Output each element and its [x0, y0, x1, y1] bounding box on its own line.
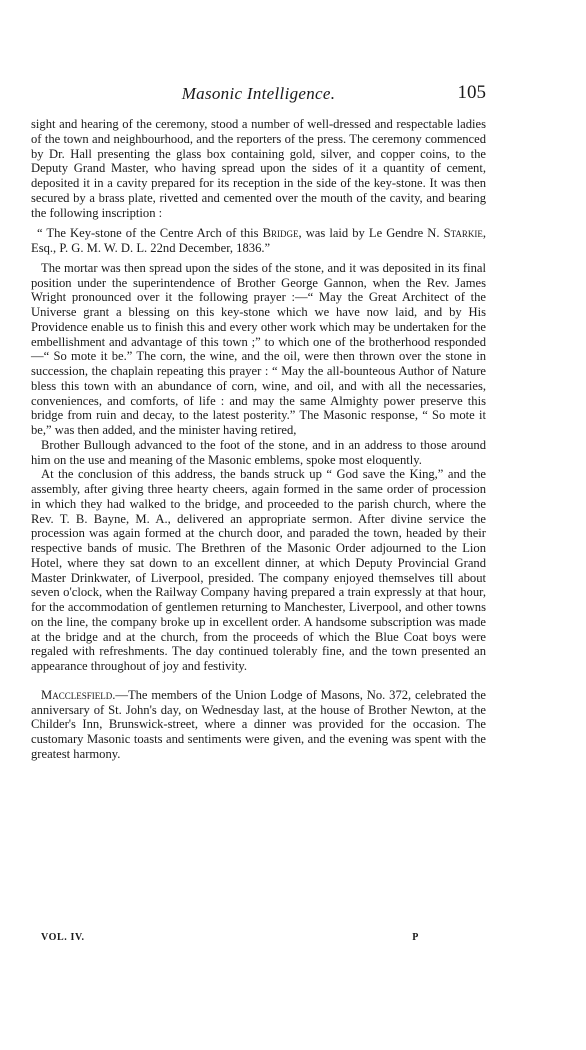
- paragraph-inscription: [31, 226, 486, 256]
- inscription-starkie: Starkie: [443, 226, 483, 241]
- signature-mark: P: [412, 932, 419, 943]
- paragraph-macclesfield: [31, 688, 486, 762]
- paragraph-procession: At the conclusion of this address, the bands struck up “ God save the King,” and the assembly, after giving three hearty cheers, again formed in the same order of procession in which they had walked to the bridge, and proceeded to the parish church, where the Rev. T. B. Bayne, M. A., delivered an appropriate sermon. After divine service the procession was again formed at the church door, and paraded the town, headed by their respective bands of music. The Brethren of the Masonic Order adjourned to the Lion Hotel, where they sat down to an excellent dinner, at which Deputy Provincial Grand Master Drinkwater, of Liverpool, presided. The company enjoyed themselves till about seven o'clock, when the Railway Company having prepared a train expressly at that hour, for the accommodation of gentlemen returning to Manchester, Liverpool, and other towns on the line, the company broke up in excellent order. A handsome subscription was made at the bridge and at the church, from the proceeds of which the Blue Coat boys were regaled with refreshments. The day continued tolerably fine, and the town presented an appearance throughout of joy and festivity.: [31, 467, 486, 673]
- paragraph-address: Brother Bullough advanced to the foot of the stone, and in an address to those around him on the use and meaning of the Masonic emblems, spoke most eloquently.: [31, 437, 486, 467]
- volume-label: VOL. IV.: [41, 932, 85, 943]
- macclesfield-text: .—The members of the Union Lodge of Masons, No. 372, celebrated the anniversary of St. John's day, on Wednesday last, at the house of Brother Newton, at the Childer's Inn, Brunswick-street, where a dinner was provided for the occasion. The customary Masonic toasts and sentiments were given, and the evening was spent with the greatest harmony.: [31, 687, 486, 761]
- place-name: Macclesfield: [41, 687, 113, 702]
- page-header: [31, 84, 486, 108]
- paragraph-ceremony: sight and hearing of the ceremony, stood a number of well-dressed and respectable ladies of the town and neighbourhood, and the reporters of the press. The ceremony commenced by Dr. Hall presenting the glass box containing gold, silver, and copper coins, to the Deputy Grand Master, who having spread upon the sides of it a quantity of cement, deposited it in a cavity prepared for its reception in the side of the key-stone. It was then secured by a brass plate, rivetted and cemented over the mouth of the cavity, and bearing the following inscription :: [31, 117, 486, 220]
- inscription-text-b: , was laid by Le Gendre N.: [298, 226, 444, 241]
- inscription-text-c: , Esq., P. G. M. W. D. L. 22nd December, 1836.”: [31, 226, 487, 255]
- page-footer: [31, 932, 486, 946]
- paragraph-prayer: The mortar was then spread upon the sides of the stone, and it was deposited in its final position under the superintendence of Brother George Gannon, when the Rev. James Wright pronounced over it the following prayer :—“ May the Great Architect of the Universe grant a blessing on this key-stone which we have now laid, and by His Providence enable us to finish this and every other work which may be undertaken for the embellishment and advantage of this town ;” to which one of the brotherhood responded—“ So mote it be.” The corn, the wine, and the oil, were then thrown over the stone in succession, the chaplain repeating this prayer : “ May the all-bounteous Author of Nature bless this town with an abundance of corn, wine, and oil, and with all the necessaries, conveniences, and comforts, of life : and may the same Almighty power preserve this bridge from ruin and decay, to the latest posterity.” The Masonic response, “ So mote it be,” was then added, and the minister having retired,: [31, 260, 486, 437]
- page-number: 105: [457, 82, 486, 103]
- article-body: [31, 117, 486, 762]
- running-title: Masonic Intelligence.: [181, 84, 336, 103]
- inscription-text-a: “ The Key-stone of the Centre Arch of this: [37, 226, 263, 241]
- inscription-bridge: Bridge: [262, 226, 299, 241]
